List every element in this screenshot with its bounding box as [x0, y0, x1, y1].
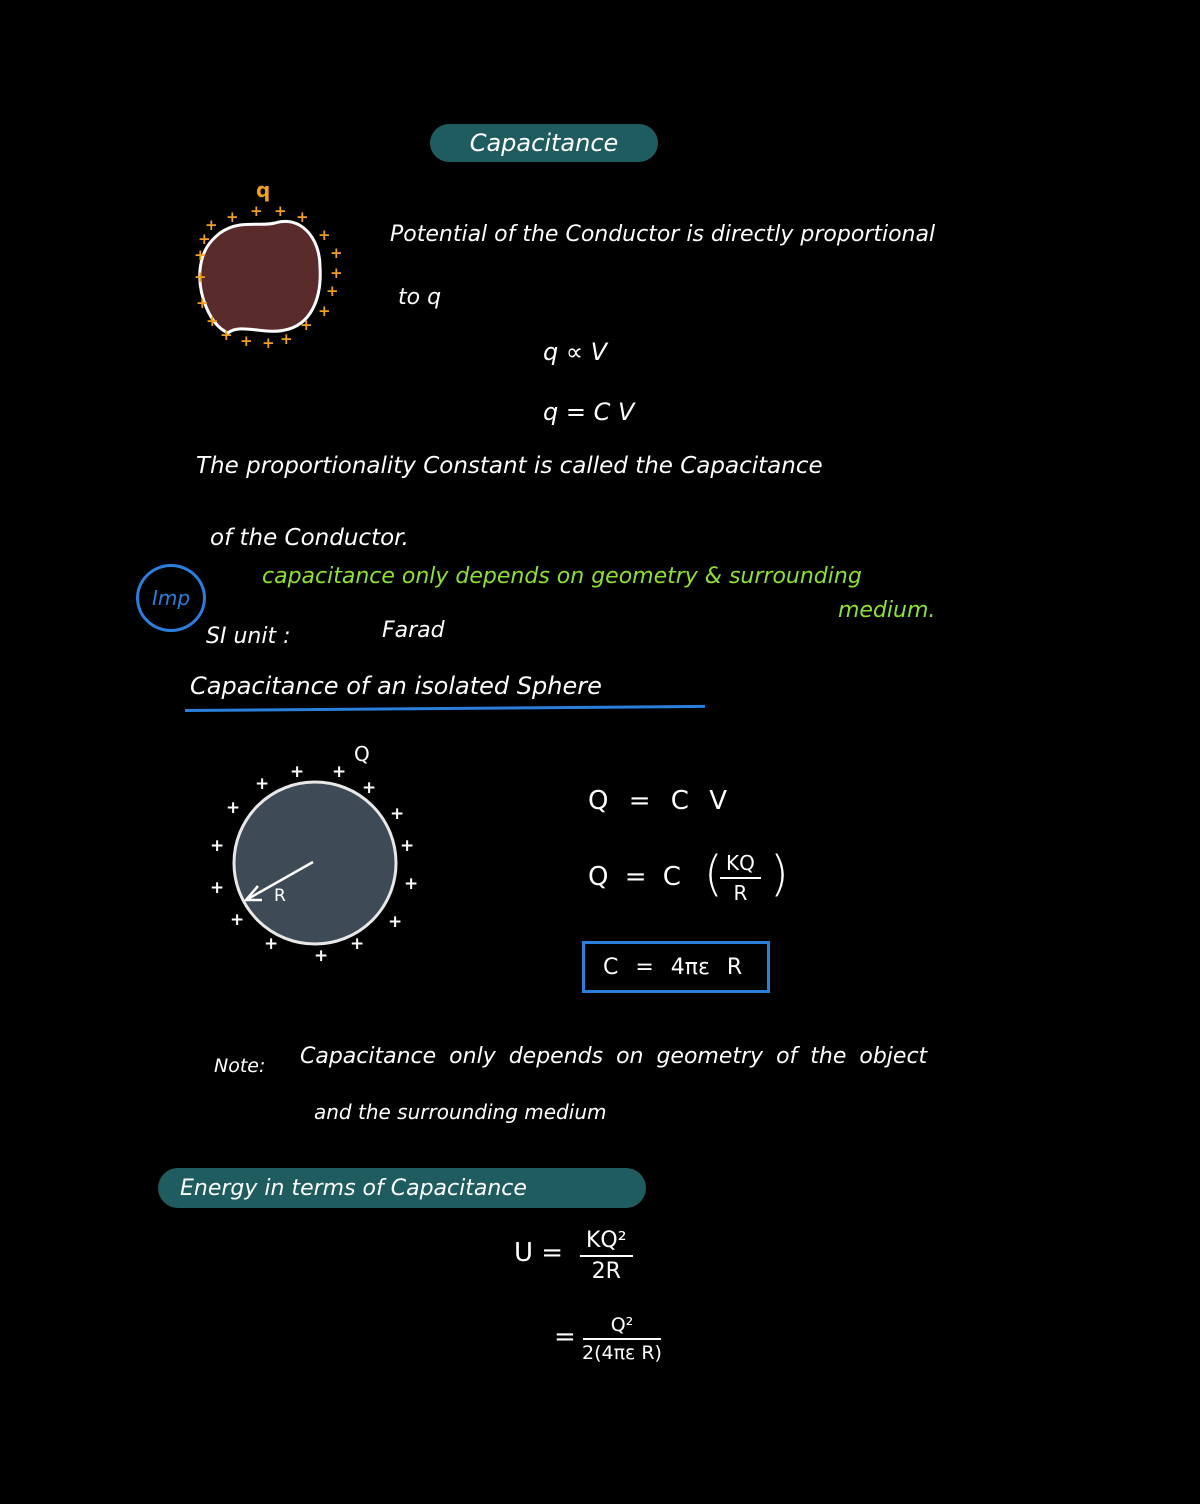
- imp-badge: [136, 564, 206, 632]
- plus-charge-mark: +: [205, 216, 218, 234]
- plus-charge-mark: +: [300, 316, 313, 334]
- energy-eq1-denominator: 2R: [591, 1259, 621, 1284]
- plus-charge-mark: +: [255, 774, 270, 794]
- energy-equation-1-lhs: U =: [514, 1238, 564, 1268]
- plus-charge-mark: +: [332, 762, 347, 782]
- section-heading-energy: Energy in terms of Capacitance: [180, 1175, 527, 1201]
- note-label: Note:: [214, 1055, 266, 1077]
- plus-charge-mark: +: [226, 798, 241, 818]
- plus-charge-mark: +: [280, 330, 293, 348]
- sphere-equation-2-lhs: Q = C: [588, 862, 681, 892]
- plus-charge-mark: +: [264, 934, 279, 954]
- note-line2: and the surrounding medium: [314, 1100, 607, 1124]
- sphere-equation-2-fraction: [720, 851, 761, 905]
- sphere-equation-2-paren: (: [704, 846, 723, 902]
- sphere-result-box: [582, 941, 770, 993]
- plus-charge-mark: +: [250, 202, 263, 220]
- plus-charge-mark: +: [196, 294, 209, 312]
- plus-charge-mark: +: [194, 268, 207, 286]
- note-line1: Capacitance only depends on geometry of the object: [300, 1044, 928, 1069]
- statement-line1: Potential of the Conductor is directly proportional: [390, 222, 936, 247]
- sphere-radius-label: R: [274, 886, 286, 906]
- plus-charge-mark: +: [226, 208, 239, 226]
- sphere-eq2-denominator: R: [733, 881, 748, 905]
- energy-eq2-numerator: Q²: [583, 1314, 662, 1340]
- plus-charge-mark: +: [206, 312, 219, 330]
- section-heading-sphere: Capacitance of an isolated Sphere: [190, 672, 602, 700]
- plus-charge-mark: +: [404, 874, 419, 894]
- plus-charge-mark: +: [400, 836, 415, 856]
- imp-badge-label: Imp: [151, 586, 191, 610]
- plus-charge-mark: +: [210, 836, 225, 856]
- si-unit-label: SI unit :: [206, 624, 291, 649]
- relation-proportional: q ∝ V: [543, 338, 608, 366]
- title-pill: [430, 124, 658, 162]
- plus-charge-mark: +: [318, 226, 331, 244]
- plus-charge-mark: +: [330, 244, 343, 262]
- plus-charge-mark: +: [362, 778, 377, 798]
- plus-charge-mark: +: [220, 326, 233, 344]
- definition-line1: The proportionality Constant is called the Capacitance: [196, 453, 823, 479]
- section-underline: [185, 705, 705, 712]
- plus-charge-mark: +: [240, 332, 253, 350]
- plus-charge-mark: +: [194, 246, 207, 264]
- conductor-charge-label: q: [256, 178, 271, 202]
- plus-charge-mark: +: [290, 762, 305, 782]
- sphere-eq2-numerator: KQ: [720, 851, 761, 879]
- sphere-charge-label: Q: [354, 742, 370, 766]
- si-unit-value: Farad: [382, 618, 445, 643]
- plus-charge-mark: +: [210, 878, 225, 898]
- plus-charge-mark: +: [318, 302, 331, 320]
- plus-charge-mark: +: [390, 804, 405, 824]
- sphere-result: C = 4πε R: [603, 954, 743, 980]
- statement-line2: to q: [398, 285, 442, 310]
- plus-charge-mark: +: [262, 334, 275, 352]
- relation-equation: q = C V: [543, 398, 635, 426]
- definition-line2: of the Conductor.: [210, 525, 409, 551]
- energy-eq2-denominator: 2(4πε R): [582, 1342, 662, 1364]
- plus-charge-mark: +: [314, 946, 329, 966]
- plus-charge-mark: +: [326, 282, 339, 300]
- sphere-equation-2-paren-close: ): [770, 846, 789, 902]
- imp-note-line1: capacitance only depends on geometry & surrounding: [262, 564, 862, 589]
- energy-equation-2-lhs: =: [554, 1322, 576, 1352]
- plus-charge-mark: +: [274, 202, 287, 220]
- plus-charge-mark: +: [296, 208, 309, 226]
- page-title: Capacitance: [469, 129, 619, 157]
- sphere-equation-1: Q = C V: [588, 786, 727, 816]
- energy-equation-2-fraction: [582, 1314, 662, 1364]
- energy-eq1-numerator: KQ²: [580, 1228, 633, 1257]
- plus-charge-mark: +: [350, 934, 365, 954]
- energy-section-pill: [158, 1168, 646, 1208]
- imp-note-line2: medium.: [838, 598, 936, 623]
- plus-charge-mark: +: [388, 912, 403, 932]
- plus-charge-mark: +: [230, 910, 245, 930]
- energy-equation-1-fraction: [580, 1228, 633, 1284]
- plus-charge-mark: +: [198, 230, 211, 248]
- sphere-body: [234, 778, 396, 944]
- plus-charge-mark: +: [330, 264, 343, 282]
